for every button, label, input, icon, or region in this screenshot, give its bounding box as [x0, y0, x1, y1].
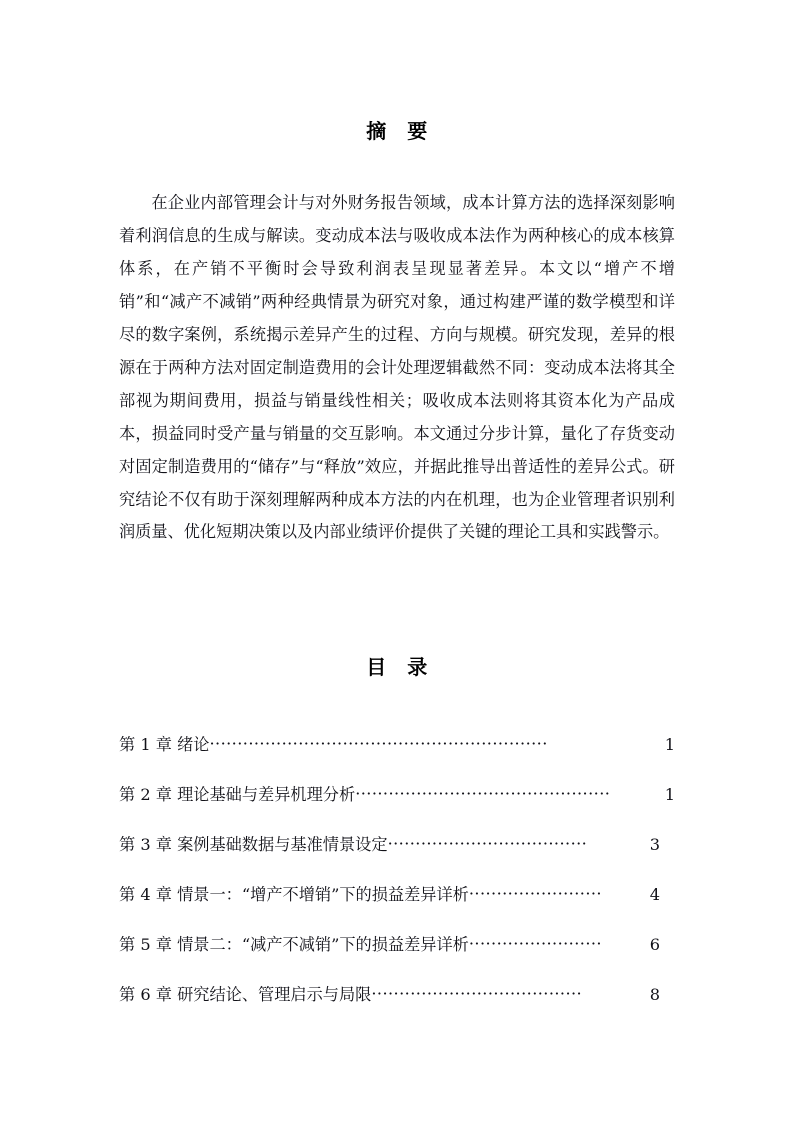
table-of-contents-section	[119, 640, 675, 1033]
toc-entry-chapter-1[interactable]	[119, 733, 675, 783]
toc-entry-page-number: 8	[649, 985, 660, 1005]
toc-entry-label: 第 4 章 情景一：“增产不增销”下的损益差异详析	[119, 885, 469, 905]
toc-entry-chapter-3[interactable]	[119, 833, 675, 883]
toc-entry-page-number: 3	[649, 835, 660, 855]
toc-entry-label: 第 3 章 案例基础数据与基准情景设定	[119, 835, 388, 855]
toc-entry-page-number: 4	[649, 885, 660, 905]
toc-list	[119, 733, 675, 1033]
toc-entry-page-number: 6	[649, 935, 660, 955]
toc-entry-label: 第 5 章 情景二：“减产不减销”下的损益差异详析	[119, 935, 469, 955]
toc-entry-leader: ························	[468, 884, 602, 904]
abstract-body-text: 在企业内部管理会计与对外财务报告领域，成本计算方法的选择深刻影响着利润信息的生成与解读。变动成本法与吸收成本法作为两种核心的成本核算体系，在产销不平衡时会导致利润表呈现显著差异。本文以“增产不增销”和“减产不减销”两种经典情景为研究对象，通过构建严谨的数学模型和详尽的数字案例，系统揭示差异产生的过程、方向与规模。研究发现，差异的根源在于两种方法对固定制造费用的会计处理逻辑截然不同：变动成本法将其全部视为期间费用，损益与销量线性相关；吸收成本法则将其资本化为产品成本，损益同时受产量与销量的交互影响。本文通过分步计算，量化了存货变动对固定制造费用的“储存”与“释放”效应，并据此推导出普适性的差异公式。研究结论不仅有助于深刻理解两种成本方法的内在机理，也为企业管理者识别利润质量、优化短期决策以及内部业绩评价提供了关键的理论工具和实践警示。	[119, 193, 675, 542]
toc-entry-leader: ····································	[387, 834, 588, 854]
abstract-section	[119, 104, 675, 566]
toc-entry-chapter-6[interactable]	[119, 983, 675, 1033]
toc-entry-page-number: 1	[664, 785, 675, 805]
toc-heading: 目 录	[366, 655, 428, 680]
toc-entry-chapter-5[interactable]	[119, 933, 675, 983]
toc-entry-leader: ··············································	[355, 784, 611, 804]
toc-entry-page-number: 1	[664, 735, 675, 755]
toc-entry-leader: ························	[468, 934, 602, 954]
toc-entry-chapter-2[interactable]	[119, 783, 675, 833]
toc-entry-label: 第 1 章 绪论	[119, 735, 210, 755]
toc-entry-leader: ·····························································	[209, 734, 548, 754]
toc-entry-label: 第 6 章 研究结论、管理启示与局限	[119, 985, 372, 1005]
toc-entry-chapter-4[interactable]	[119, 883, 675, 933]
toc-entry-leader: ······································	[371, 984, 583, 1004]
toc-entry-label: 第 2 章 理论基础与差异机理分析	[119, 785, 356, 805]
abstract-heading: 摘 要	[366, 119, 428, 144]
